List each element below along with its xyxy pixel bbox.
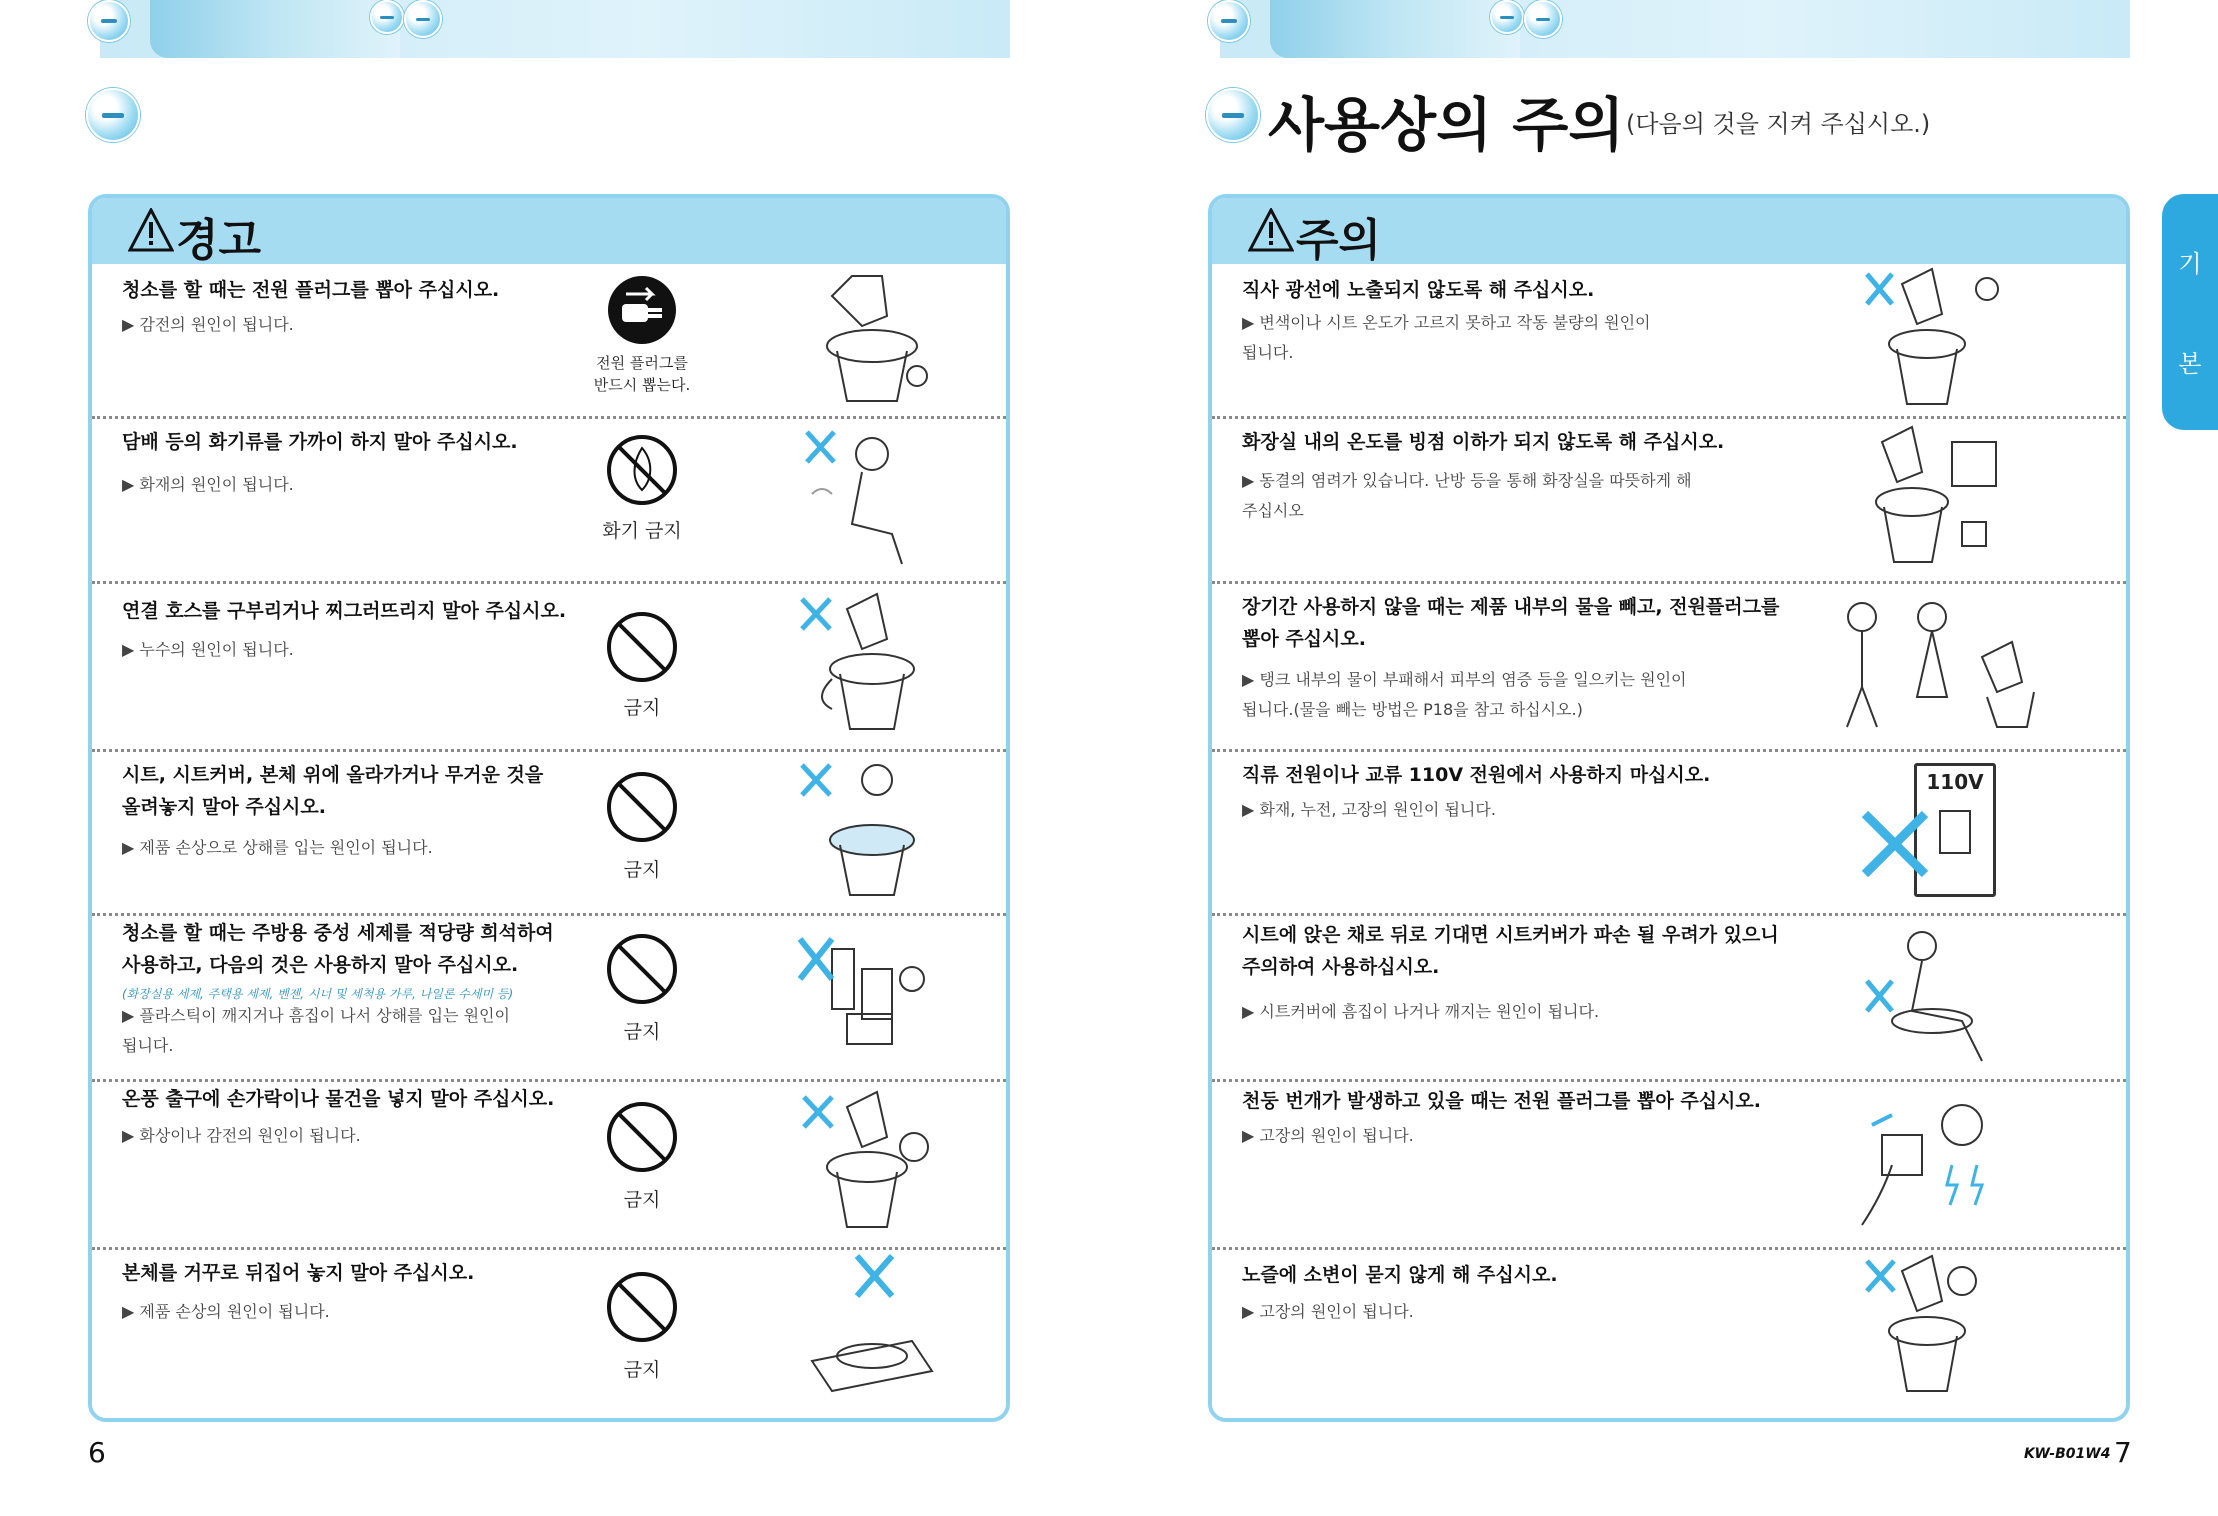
warning-item-desc: ▶ 누수의 원인이 됩니다.	[122, 640, 294, 659]
warning-item-desc: ▶ 화상이나 감전의 원인이 됩니다.	[122, 1126, 361, 1145]
prohibited-label: 금지	[623, 1189, 661, 1211]
warning-item-desc: ▶ 화재의 원인이 됩니다.	[122, 475, 294, 494]
prohibited-label: 금지	[623, 697, 661, 719]
caution-item	[1212, 416, 2126, 584]
caution-item-title: 천둥 번개가 발생하고 있을 때는 전원 플러그를 뽑아 주십시오.	[1242, 1090, 1761, 1112]
prohibited-icon	[606, 933, 678, 1005]
caution-item-desc: ▶ 변색이나 시트 온도가 고르지 못하고 작동 불량의 원인이 됩니다.	[1242, 313, 1651, 362]
detergent-bottles-illustration	[792, 919, 942, 1069]
warning-item-note: (화장실용 세제, 주택용 세제, 벤젠, 시너 및 세척용 가루, 나일론 수세미 등)	[122, 987, 514, 1001]
section-bullet-icon	[1206, 88, 1260, 142]
warning-item-desc: ▶ 플라스틱이 깨지거나 흠집이 나서 상해를 입는 원인이 됩니다.	[122, 1006, 510, 1055]
caution-item-desc: ▶ 시트커버에 흠집이 나거나 깨지는 원인이 됩니다.	[1242, 1002, 1600, 1021]
warning-triangle-icon	[128, 208, 174, 252]
caution-item-title: 직사 광선에 노출되지 않도록 해 주십시오.	[1242, 279, 1595, 301]
warning-item-desc: ▶ 제품 손상으로 상해를 입는 원인이 됩니다.	[122, 838, 433, 857]
warning-item-title: 시트, 시트커버, 본체 위에 올라가거나 무거운 것을 올려놓지 말아 주십시오.	[122, 764, 544, 818]
bent-hose-illustration	[792, 589, 942, 739]
prohibited-label: 금지	[623, 1359, 661, 1381]
caution-heading: 주의	[1296, 215, 1382, 266]
caution-item	[1212, 581, 2126, 752]
bubble-icon	[88, 0, 130, 42]
smoking-person-illustration	[792, 424, 942, 574]
page-title: 사용상의 주의	[1268, 91, 1625, 159]
warning-item-title: 본체를 거꾸로 뒤집어 놓지 말아 주십시오.	[122, 1262, 475, 1284]
warning-item-desc: ▶ 감전의 원인이 됩니다.	[122, 315, 294, 334]
sunlight-toilet-illustration	[1852, 264, 2002, 414]
outlet-voltage-label: 110V	[1926, 770, 1984, 794]
unplug-label: 전원 플러그를 반드시 뽑는다.	[593, 354, 691, 394]
warning-item	[92, 581, 1006, 752]
caution-item	[1212, 264, 2126, 419]
caution-item-title: 직류 전원이나 교류 110V 전원에서 사용하지 마십시오.	[1242, 764, 1711, 786]
warning-item	[92, 1247, 1006, 1407]
warning-item	[92, 1079, 1006, 1250]
caution-item-desc: ▶ 탱크 내부의 물이 부패해서 피부의 염증 등을 일으키는 원인이 됩니다.(물을 빼는 방법은 P18을 참고 하십시오.)	[1242, 670, 1687, 719]
caution-item	[1212, 749, 2126, 916]
page-number-left: 6	[88, 1436, 106, 1469]
caution-panel	[1208, 194, 2130, 1422]
warning-item-title: 연결 호스를 구부리거나 찌그러뜨리지 말아 주십시오.	[122, 600, 567, 622]
caution-item-desc: ▶ 동결의 염려가 있습니다. 난방 등을 통해 화장실을 따뜻하게 해 주십시오	[1242, 471, 1692, 520]
caution-item	[1212, 1247, 2126, 1407]
page-subtitle: (다음의 것을 지켜 주십시오.)	[1626, 110, 1931, 138]
family-travel-illustration	[1822, 587, 2062, 737]
caution-item	[1212, 1079, 2126, 1250]
warning-panel-header	[92, 198, 1006, 264]
warning-panel	[88, 194, 1010, 1422]
child-on-seat-illustration	[792, 755, 942, 905]
model-number: KW-B01W4	[2024, 1446, 2111, 1462]
bubble-icon	[404, 0, 442, 38]
warning-item-title: 온풍 출구에 손가락이나 물건을 넣지 말아 주십시오.	[122, 1088, 555, 1110]
caution-panel-header	[1212, 198, 2126, 264]
warning-item	[92, 749, 1006, 916]
warning-item	[92, 416, 1006, 584]
caution-item-title: 장기간 사용하지 않을 때는 제품 내부의 물을 빼고, 전원플러그를 뽑아 주십시오.	[1242, 596, 1780, 650]
warning-item	[92, 264, 1006, 419]
warning-triangle-icon	[1248, 208, 1294, 252]
prohibited-label: 금지	[623, 859, 661, 881]
section-bullet-icon	[86, 88, 140, 142]
prohibited-icon	[606, 1271, 678, 1343]
warning-item	[92, 913, 1006, 1082]
caution-item-title: 화장실 내의 온도를 빙점 이하가 되지 않도록 해 주십시오.	[1242, 431, 1725, 453]
warning-heading: 경고	[176, 215, 262, 266]
caution-item-desc: ▶ 고장의 원인이 됩니다.	[1242, 1302, 1414, 1321]
caution-item-title: 노즐에 소변이 묻지 않게 해 주십시오.	[1242, 1264, 1558, 1286]
x-mark-icon	[1860, 809, 1930, 879]
bubble-icon	[1524, 0, 1562, 38]
warning-item-title: 담배 등의 화기류를 가까이 하지 말아 주십시오.	[122, 431, 518, 453]
caution-item-desc: ▶ 화재, 누전, 고장의 원인이 됩니다.	[1242, 800, 1496, 819]
bubble-icon	[1490, 0, 1524, 34]
warning-item-title: 청소를 할 때는 전원 플러그를 뽑아 주십시오.	[122, 279, 500, 301]
bubble-icon	[1208, 0, 1250, 42]
no-fire-icon	[606, 434, 678, 506]
warning-item-title: 청소를 할 때는 주방용 중성 세제를 적당량 희석하여 사용하고, 다음의 것은 사용하지 말아 주십시오.	[122, 922, 554, 976]
caution-item-desc: ▶ 고장의 원인이 됩니다.	[1242, 1126, 1414, 1145]
side-tab-label-2: 본	[2178, 350, 2202, 378]
lightning-unplug-illustration	[1852, 1085, 2002, 1235]
outlet-socket	[1939, 810, 1971, 854]
side-tab-label-1: 기	[2178, 250, 2202, 278]
prohibited-label: 금지	[623, 1021, 661, 1043]
bubble-icon	[370, 0, 404, 34]
child-finger-vent-illustration	[792, 1087, 942, 1237]
header-decoration-right	[1270, 0, 1520, 58]
upside-down-unit-illustration	[792, 1251, 942, 1401]
header-decoration-left	[150, 0, 400, 58]
caution-item	[1212, 913, 2126, 1082]
leaning-back-illustration	[1852, 921, 2002, 1071]
warning-item-desc: ▶ 제품 손상의 원인이 됩니다.	[122, 1302, 330, 1321]
cold-room-illustration	[1852, 422, 2002, 572]
prohibited-icon	[606, 771, 678, 843]
prohibited-icon	[606, 611, 678, 683]
prohibited-icon	[606, 1101, 678, 1173]
side-tab-basics[interactable]	[2162, 194, 2218, 430]
page-number-right: 7	[2114, 1436, 2132, 1469]
unplug-icon	[606, 274, 678, 346]
no-fire-label: 화기 금지	[602, 520, 682, 542]
caution-item-title: 시트에 앉은 채로 뒤로 기대면 시트커버가 파손 될 우려가 있으니 주의하여 사용하십시오.	[1242, 924, 1779, 978]
toilet-cleaning-illustration	[792, 266, 942, 416]
nozzle-child-illustration	[1852, 1251, 2002, 1401]
